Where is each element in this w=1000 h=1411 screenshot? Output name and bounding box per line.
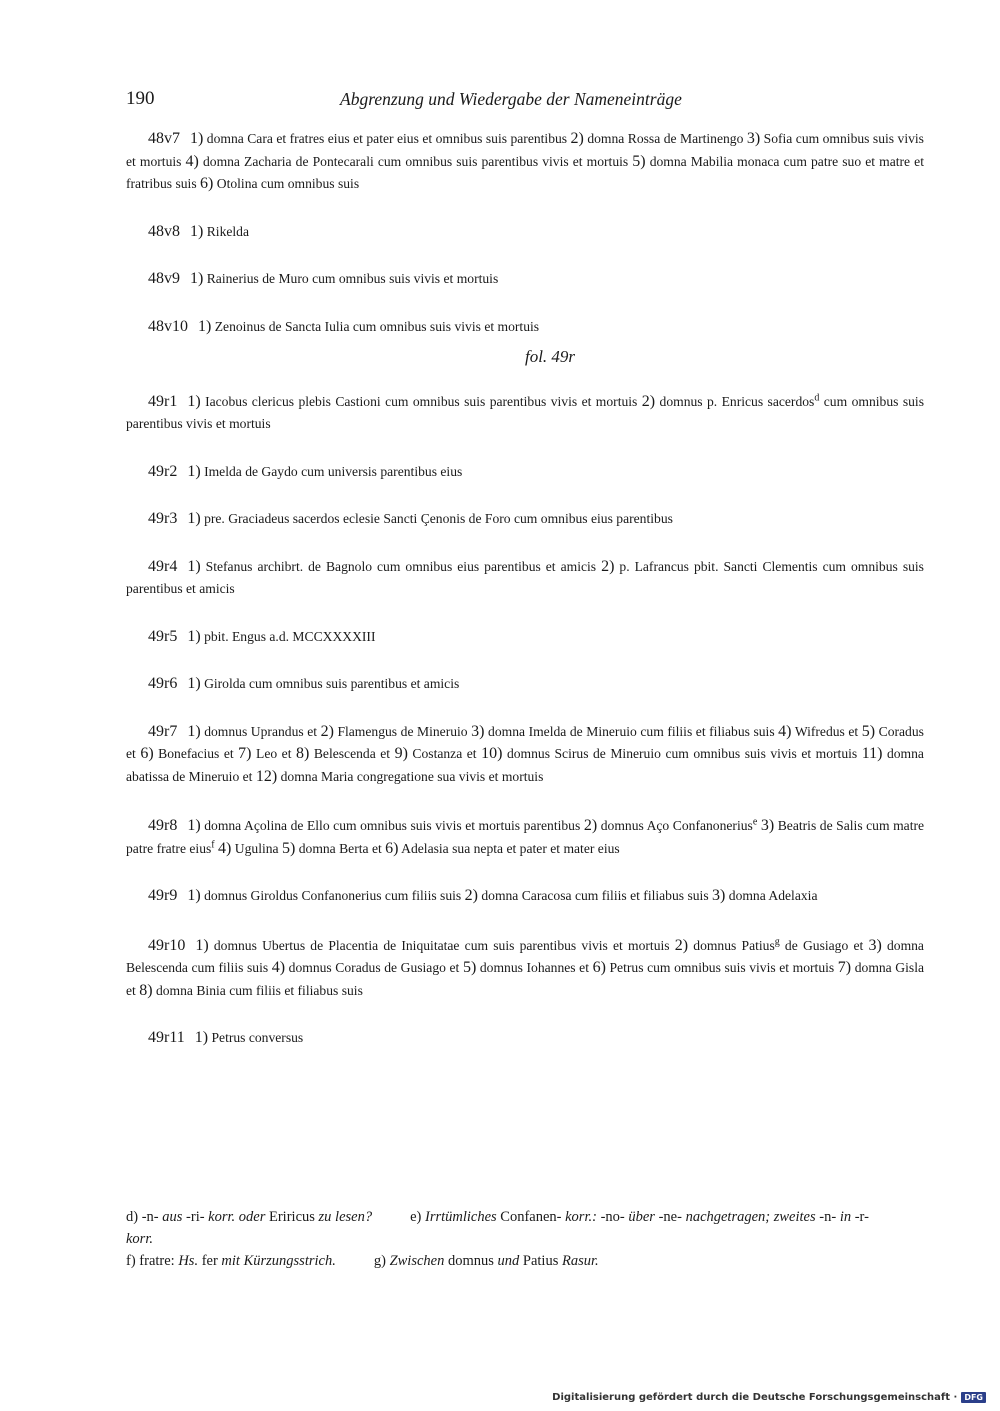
item-text: domna Mabilia monaca cum patre suo et matre et fratribus suis — [126, 153, 924, 191]
item-text: Leo et — [256, 746, 292, 761]
item-text: Girolda cum omnibus suis parentibus et amicis — [204, 676, 460, 691]
item-number: 1) — [187, 510, 201, 527]
item-number: 2) — [601, 557, 615, 575]
entry-siglum: 49r1 — [148, 392, 178, 410]
entry-48v9 — [126, 268, 924, 291]
item-number: 1) — [190, 270, 204, 287]
item-text: Costanza et — [412, 746, 477, 761]
entry-48v10 — [126, 316, 924, 339]
entry-48v8 — [126, 221, 924, 244]
item-number: 9) — [394, 745, 408, 762]
item-number: 1) — [194, 1029, 209, 1046]
item-text: domna Zacharia de Pontecarali cum omnibus suis parentibus vivis et mortuis — [202, 153, 629, 169]
item-number: 1) — [187, 722, 201, 740]
item-text: domna Berta et — [298, 840, 382, 856]
item-text: Iacobus clericus plebis Castioni cum omnibus suis parentibus vivis et mortuis — [205, 393, 638, 409]
item-text: domna abatissa de Mineruio et — [126, 746, 924, 784]
footnote-marker: f — [211, 838, 215, 850]
entry-siglum: 49r5 — [148, 627, 178, 645]
item-number: 12) — [255, 767, 278, 785]
footnote-italic: korr. — [126, 1231, 153, 1247]
item-text: domna Caracosa cum filiis et filiabus suis — [481, 888, 709, 903]
entry-siglum: 48v7 — [148, 130, 180, 147]
footnote-italic: Zwischen — [389, 1253, 445, 1269]
entry-siglum: 49r3 — [148, 510, 178, 527]
item-number: 1) — [187, 675, 201, 692]
item-text: domna Belescenda cum filiis suis — [126, 937, 924, 975]
item-text: domnus Giroldus Confanonerius cum filiis suis — [204, 888, 462, 903]
item-text: p. Lafrancus pbit. Sancti Clementis cum omnibus suis parentibus et amicis — [126, 558, 924, 596]
item-number: 3) — [760, 817, 775, 834]
entry-49r5 — [126, 626, 924, 649]
item-text: Sofia cum omnibus suis vivis et mortuis — [126, 131, 924, 169]
entry-49r8 — [126, 815, 924, 860]
entry-49r1 — [126, 391, 924, 436]
item-number: 1) — [187, 887, 201, 904]
item-number: 1) — [187, 557, 201, 575]
footnote-marker: e — [752, 816, 758, 828]
item-text: pre. Graciadeus sacerdos eclesie Sancti Çenonis de Foro cum omnibus eius parentibus — [204, 511, 673, 526]
item-text: Stefanus archibrt. de Bagnolo cum omnibus eius parentibus et amicis — [205, 558, 597, 574]
entry-49r2 — [126, 461, 924, 484]
item-number: 5) — [281, 839, 296, 857]
footnotes — [126, 1206, 926, 1272]
item-number: 1) — [190, 130, 204, 147]
item-number: 1) — [198, 317, 212, 335]
item-text: pbit. Engus a.d. MCCXXXXIII — [204, 628, 376, 644]
item-text: Petrus conversus — [211, 1030, 304, 1045]
footnote: e) Irrtümliches Confanen- korr.: -no- über -ne- nachgetragen; zweites -n- in -r- korr. — [126, 1209, 869, 1247]
item-number: 5) — [462, 959, 477, 976]
item-text: Flamengus de Mineruio — [337, 723, 468, 739]
credit-text: Digitalisierung gefördert durch die Deutsche Forschungsgemeinschaft · — [552, 1392, 958, 1403]
footnote-italic: und — [497, 1253, 520, 1269]
item-text: domnus Ubertus de Placentia de Iniquitatae cum suis parentibus vivis et mortuis — [213, 937, 670, 953]
footnote-italic: in — [839, 1209, 852, 1225]
item-text: domnus Iohannes et — [479, 960, 589, 975]
footnote-italic: mit Kürzungsstrich. — [221, 1253, 336, 1269]
item-number: 2) — [674, 936, 689, 954]
item-text: domnus Scirus de Mineruio cum omnibus suis vivis et mortuis — [506, 746, 858, 761]
entry-siglum: 48v10 — [148, 317, 188, 335]
item-text: Beatris de Salis cum matre patre fratre eius — [126, 818, 925, 856]
item-number: 2) — [570, 130, 584, 147]
entry-siglum: 49r11 — [148, 1029, 185, 1046]
item-number: 4) — [218, 839, 232, 857]
footnote-italic: Irrtümliches — [424, 1209, 497, 1225]
item-number: 7) — [837, 959, 852, 976]
item-text: Ugulina — [234, 840, 279, 856]
entry-siglum: 48v8 — [148, 222, 180, 240]
entries-group-b — [126, 391, 924, 1050]
item-text: Zenoinus de Sancta Iulia cum omnibus suis vivis et mortuis — [214, 318, 540, 334]
item-text: Bonefacius et — [158, 746, 234, 761]
item-text: Belescenda et — [313, 746, 391, 761]
entry-49r7 — [126, 721, 924, 789]
item-number: 1) — [187, 817, 201, 834]
footnote-italic: Rasur. — [561, 1253, 599, 1269]
entry-49r11 — [126, 1027, 924, 1050]
item-number: 3) — [868, 936, 882, 954]
item-text: domnus Aço Confanonerius — [600, 818, 753, 833]
item-text: Rikelda — [206, 223, 250, 239]
item-text: domnus Uprandus et — [204, 723, 318, 739]
footnote-italic: über — [628, 1209, 655, 1225]
entry-siglum: 49r4 — [148, 557, 178, 575]
entry-49r6 — [126, 673, 924, 696]
item-text: domna Imelda de Mineruio cum filiis et filiabus suis — [488, 723, 775, 739]
item-text: domna Maria congregatione sua vivis et mortuis — [280, 768, 544, 784]
item-text: domnus p. Enricus sacerdos — [659, 393, 815, 409]
item-number: 4) — [185, 152, 199, 170]
item-text: domnus Patius — [693, 937, 775, 953]
dfg-logo-icon: DFG — [961, 1392, 986, 1403]
item-number: 2) — [583, 817, 598, 834]
entry-siglum: 49r6 — [148, 675, 178, 692]
item-number: 4) — [271, 959, 286, 976]
footnote-line — [126, 1206, 926, 1250]
entry-49r4 — [126, 556, 924, 601]
footnote: f) fratre: Hs. fer mit Kürzungsstrich. — [126, 1253, 336, 1269]
item-number: 2) — [641, 392, 656, 410]
footnote: d) -n- aus -ri- korr. oder Eriricus zu lesen? — [126, 1209, 373, 1225]
item-number: 5) — [861, 722, 876, 740]
item-number: 1) — [187, 462, 201, 480]
footnote-line — [126, 1250, 926, 1272]
entries — [126, 128, 924, 1050]
item-number: 6) — [140, 745, 154, 762]
entry-siglum: 49r9 — [148, 887, 178, 904]
item-text: Wifredus et — [794, 723, 859, 739]
footnote-marker: g — [774, 935, 780, 947]
item-number: 6) — [592, 959, 606, 976]
entry-siglum: 49r7 — [148, 722, 178, 740]
item-text: Petrus cum omnibus suis vivis et mortuis — [609, 960, 835, 975]
entry-siglum: 49r8 — [148, 817, 178, 834]
footnote-italic: korr. oder — [208, 1209, 266, 1225]
item-number: 6) — [200, 175, 214, 192]
entry-49r3 — [126, 508, 924, 531]
item-text-cont: cum omnibus suis parentibus vivis et mortuis — [126, 393, 924, 431]
entry-48v7 — [126, 128, 924, 196]
running-title: Abgrenzung und Wiedergabe der Nameneinträge — [340, 89, 682, 109]
entry-siglum: 49r2 — [148, 462, 178, 480]
footnote-italic: korr.: — [565, 1209, 597, 1225]
item-number: 3) — [712, 887, 726, 904]
footnote-italic: aus — [162, 1209, 183, 1225]
item-text-cont: de Gusiago et — [779, 937, 864, 953]
item-number: 7) — [238, 745, 252, 762]
item-text: Imelda de Gaydo cum universis parentibus eius — [204, 463, 463, 479]
footnote-italic: nachgetragen; zweites — [685, 1209, 816, 1225]
item-text: domnus Coradus de Gusiago et — [288, 960, 460, 975]
item-text: domna Binia cum filiis et filiabus suis — [155, 982, 363, 998]
digitization-credit — [552, 1392, 986, 1403]
entry-49r9 — [126, 885, 924, 908]
page-number: 190 — [126, 88, 155, 109]
footnote-italic: Hs. — [178, 1253, 199, 1269]
item-number: 3) — [746, 130, 761, 147]
item-number: 2) — [320, 722, 334, 740]
item-number: 1) — [187, 392, 201, 410]
item-number: 1) — [187, 627, 201, 645]
item-number: 6) — [385, 839, 399, 857]
item-text: domna Gisla et — [126, 960, 925, 998]
item-number: 3) — [471, 722, 485, 740]
item-number: 4) — [778, 722, 792, 740]
item-number: 5) — [632, 152, 646, 170]
item-number: 1) — [195, 936, 209, 954]
item-text: domna Adelaxia — [728, 888, 818, 903]
item-number: 10) — [481, 745, 503, 762]
item-number: 8) — [139, 981, 153, 999]
item-text: Adelasia sua nepta et pater et mater eius — [401, 840, 620, 856]
footnote-italic: zu lesen? — [318, 1209, 373, 1225]
entries-group-a — [126, 128, 924, 338]
folio-heading: fol. 49r — [524, 347, 576, 366]
item-number: 11) — [861, 745, 883, 762]
item-text: domna Cara et fratres eius et pater eius et omnibus suis parentibus — [206, 131, 568, 146]
item-text: Otolina cum omnibus suis — [216, 176, 360, 191]
entry-siglum: 48v9 — [148, 270, 180, 287]
item-number: 2) — [464, 887, 478, 904]
entry-49r10 — [126, 935, 924, 1003]
item-number: 1) — [190, 222, 204, 240]
item-text: domna Açolina de Ello cum omnibus suis vivis et mortuis parentibus — [204, 818, 581, 833]
item-text: domna Rossa de Martinengo — [587, 131, 744, 146]
item-text: Coradus et — [126, 723, 924, 761]
item-text: Rainerius de Muro cum omnibus suis vivis et mortuis — [206, 271, 499, 286]
entry-siglum: 49r10 — [148, 936, 186, 954]
footnote: g) Zwischen domnus und Patius Rasur. — [373, 1253, 599, 1269]
item-number: 8) — [296, 745, 310, 762]
footnote-marker: d — [814, 391, 820, 403]
